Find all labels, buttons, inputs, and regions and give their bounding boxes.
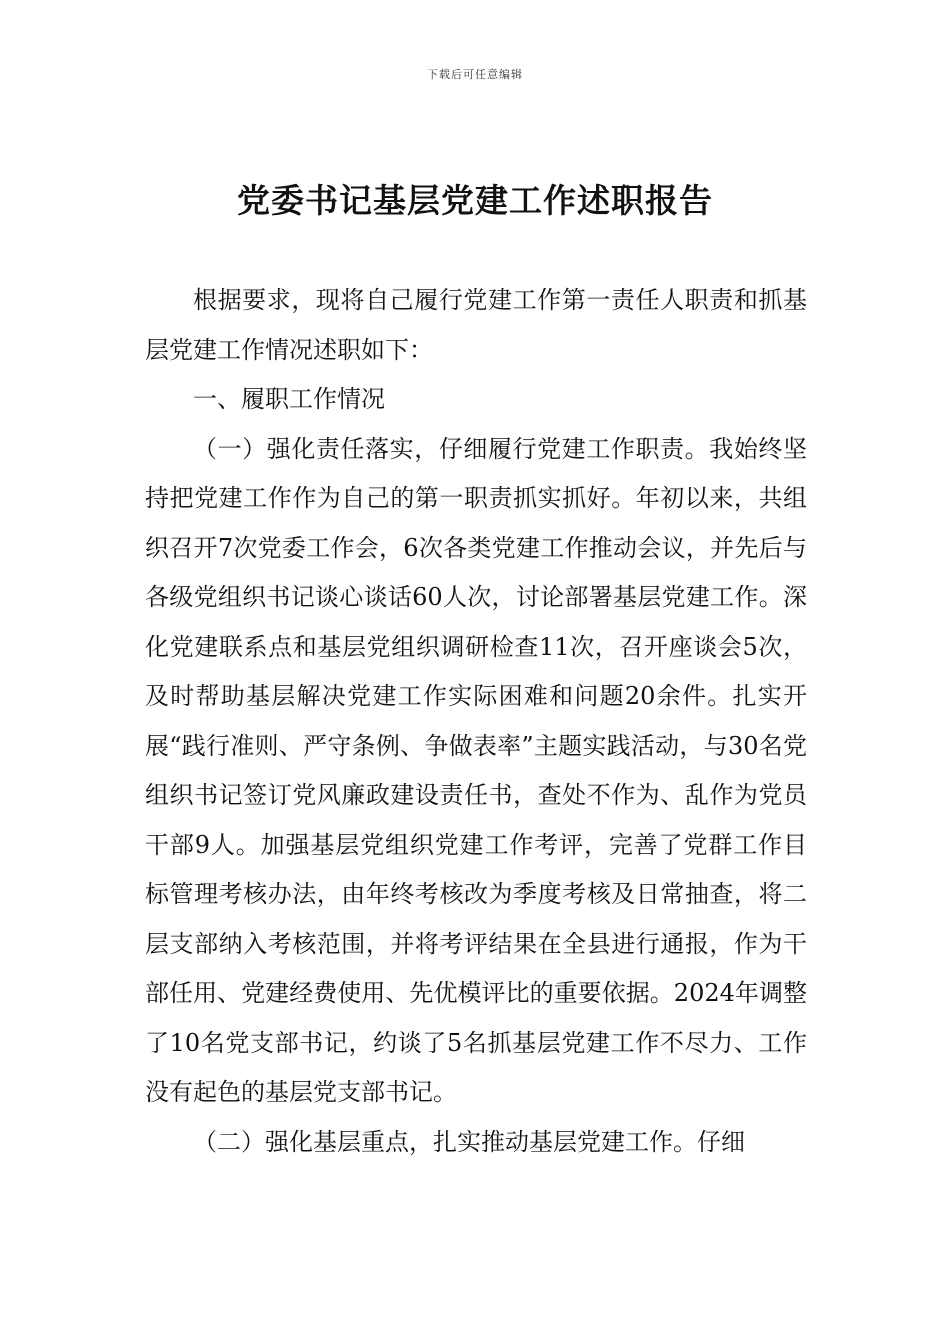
paragraph-section-2: （二）强化基层重点，扎实推动基层党建工作。仔细 [193,1127,745,1156]
document-title: 党委书记基层党建工作述职报告 [237,181,713,220]
section-heading: 一、履职工作情况 [193,385,385,413]
header-note: 下载后可任意编辑 [427,68,523,81]
paragraph-intro: 根据要求，现将自己履行党建工作第一责任人职责和抓基层党建工作情况述职如下： [145,286,807,364]
paragraph-section-1: （一）强化责任落实，仔细履行党建工作职责。我始终坚持把党建工作作为自己的第一职责抓实抓好。年初以来，共组织召开7次党委工作会，6次各类党建工作推动会议，并先后与各级党组织书记谈心谈话60人次，讨论部署基层党建工作。深化党建联系点和基层党组织调研检查11次，召开座谈会5次，及时帮助基层解决党建工作实际困难和问题20余件。扎实开展“践行准则、严守条例、争做表率”主题实践活动，与30名党组织书记签订党风廉政建设责任书，查处不作为、乱作为党员干部9人。加强基层党组织党建工作考评，完善了党群工作目标管理考核办法，由年终考核改为季度考核及日常抽查，将二层支部纳入考核范围，并将考评结果在全县进行通报，作为干部任用、党建经费使用、先优模评比的重要依据。2024年调整了10名党支部书记，约谈了5名抓基层党建工作不尽力、工作没有起色的基层党支部书记。 [145,434,807,1106]
document-body [145,276,807,1167]
